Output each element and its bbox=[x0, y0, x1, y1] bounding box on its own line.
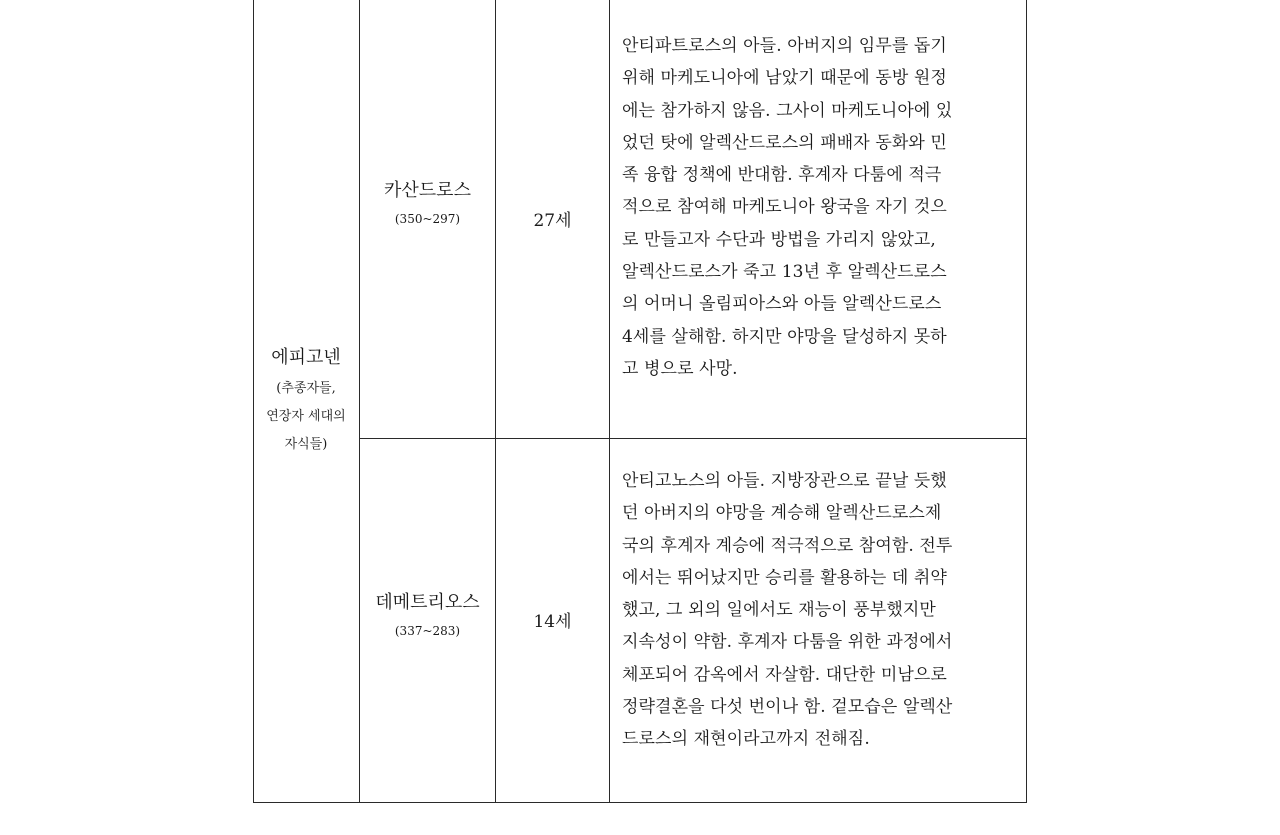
table-border-bottom bbox=[253, 802, 1027, 803]
succession-table bbox=[253, 0, 1027, 803]
person-years: (350~297) bbox=[394, 212, 461, 226]
group-cell bbox=[253, 0, 359, 803]
person-years: (337~283) bbox=[394, 623, 461, 638]
person-name: 데메트리오스 bbox=[375, 591, 480, 613]
person-age: 27세 bbox=[533, 210, 572, 231]
group-subtitle-line: 자식들) bbox=[284, 436, 328, 452]
table-row-cassander-age-cell bbox=[496, 0, 609, 438]
person-name: 카산드로스 bbox=[384, 180, 471, 201]
table-row-cassander-name-cell bbox=[360, 0, 495, 438]
table-row-demetrius-description-cell bbox=[610, 465, 1027, 790]
group-title: 에피고넨 bbox=[271, 346, 341, 368]
table-row-demetrius-name-cell bbox=[360, 439, 495, 802]
person-age: 14세 bbox=[533, 612, 572, 632]
group-subtitle-line: (추종자들, bbox=[276, 380, 336, 396]
group-subtitle-line: 연장자 세대의 bbox=[266, 408, 346, 424]
person-description: 안티파트로스의 아들. 아버지의 임무를 돕기 위해 마케도니아에 남았기 때문에 동방 원정 에는 참가하지 않음. 그사이 마케도니아에 있 었던 탓에 알렉산드로스의 패배자 동화와 민 족 융합 정책에 반대함. 후계자 다툼에 적극 적으로 참여해 마케도니아 왕국을 자기 것으 로 만들고자 수단과 방법을 가리지 않았고, 알렉산드로스가 죽고 13년 후 알렉산드로스 의 어머니 올림피아스와 아들 알렉산드로스 4세를 살해함. 하지만 야망을 달성하지 못하 고 병으로 사망. bbox=[622, 36, 953, 379]
table-row-demetrius-age-cell bbox=[496, 439, 609, 802]
table-row-cassander-description-cell bbox=[610, 30, 1027, 425]
person-description: 안티고노스의 아들. 지방장관으로 끝날 듯했 던 아버지의 야망을 계승해 알렉산드로스제 국의 후계자 계승에 적극적으로 참여함. 전투 에서는 뛰어났지만 승리를 활용하는 데 취약 했고, 그 외의 일에서도 재능이 풍부했지만 지속성이 약함. 후계자 다툼을 위한 과정에서 체포되어 감옥에서 자살함. 대단한 미남으로 정략결혼을 다섯 번이나 함. 겉모습은 알렉산 드로스의 재현이라고까지 전해짐. bbox=[622, 471, 953, 750]
